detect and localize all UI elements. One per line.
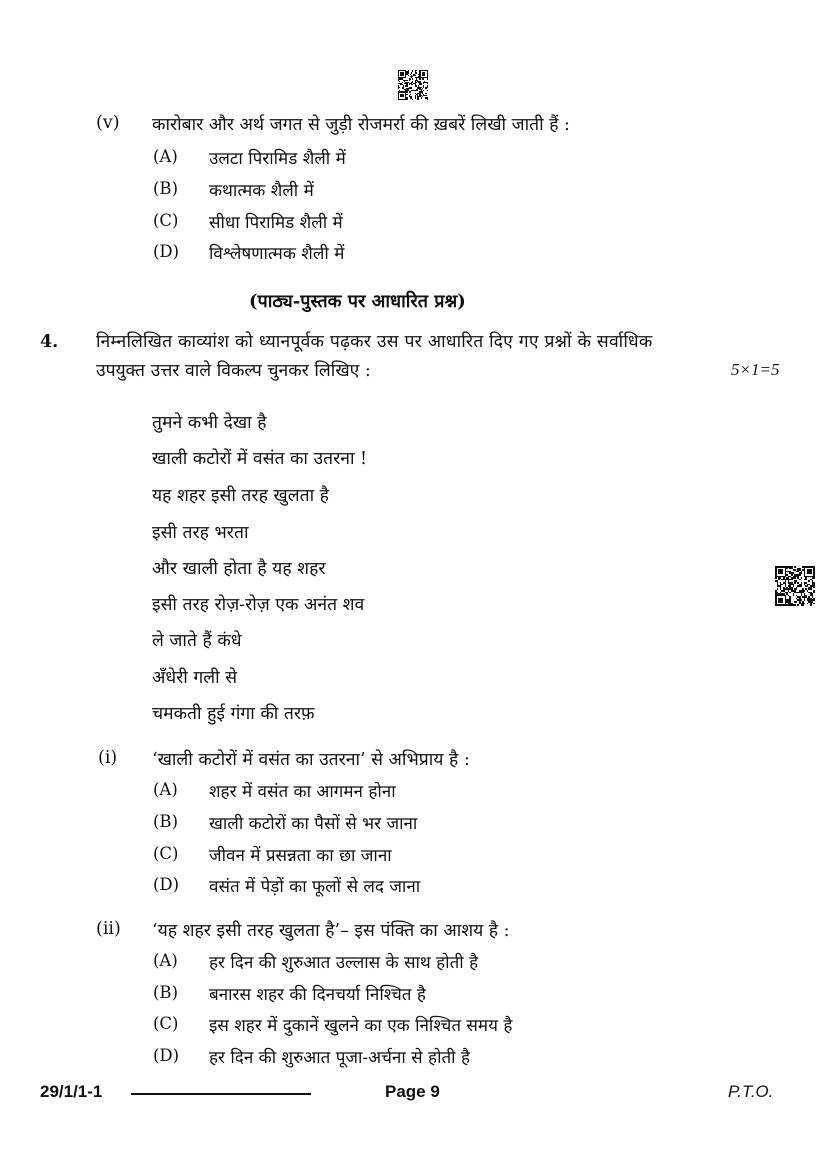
option-text: खाली कटोरों का पैसों से भर जाना bbox=[209, 814, 418, 834]
poem-line: चमकती हुई गंगा की तरफ़ bbox=[152, 704, 315, 724]
poem-line: खाली कटोरों में वसंत का उतरना ! bbox=[152, 449, 368, 469]
option-label: (D) bbox=[153, 875, 180, 894]
question-4-line-1: निम्नलिखित काव्यांश को ध्यानपूर्वक पढ़कर उस पर आधारित दिए गए प्रश्नों के सर्वाधिक bbox=[96, 332, 653, 352]
option-text: शहर में वसंत का आगमन होना bbox=[209, 782, 396, 802]
option-label: (D) bbox=[153, 1046, 180, 1065]
page-number: Page 9 bbox=[385, 1082, 440, 1101]
option-text: उलटा पिरामिड शैली में bbox=[209, 149, 346, 169]
option-label: (C) bbox=[153, 1014, 179, 1033]
option-label: (A) bbox=[153, 951, 178, 970]
question-4-number: 4. bbox=[40, 332, 59, 352]
option-label: (B) bbox=[153, 812, 178, 831]
poem-line: इसी तरह भरता bbox=[152, 523, 249, 543]
subquestion-ii-number: (ii) bbox=[96, 919, 121, 939]
option-text: इस शहर में दुकानें खुलने का एक निश्चित समय है bbox=[209, 1016, 513, 1036]
paper-code: 29/1/1-1 bbox=[40, 1082, 103, 1101]
subquestion-i-number: (i) bbox=[98, 748, 118, 768]
pto-label: P.T.O. bbox=[728, 1082, 774, 1101]
option-text: हर दिन की शुरुआत उल्लास के साथ होती है bbox=[209, 953, 479, 973]
poem-line: और खाली होता है यह शहर bbox=[152, 559, 326, 579]
qr-code-top bbox=[398, 70, 428, 100]
poem-line: ले जाते हैं कंधे bbox=[152, 631, 242, 651]
option-text: जीवन में प्रसन्नता का छा जाना bbox=[209, 846, 392, 866]
option-text: विश्लेषणात्मक शैली में bbox=[209, 244, 345, 264]
option-label: (C) bbox=[153, 211, 179, 230]
option-label: (B) bbox=[153, 983, 178, 1002]
option-text: कथात्मक शैली में bbox=[209, 181, 314, 201]
poem-line: इसी तरह रोज़-रोज़ एक अनंत शव bbox=[152, 595, 365, 615]
question-v-text: कारोबार और अर्थ जगत से जुड़ी रोजमर्रा की ख़बरें लिखी जाती हैं : bbox=[152, 115, 570, 135]
option-text: वसंत में पेड़ों का फूलों से लद जाना bbox=[209, 877, 421, 897]
subquestion-ii-text: ‘यह शहर इसी तरह खुलता है’– इस पंक्ति का आशय है : bbox=[152, 921, 510, 941]
subquestion-i-text: ‘खाली कटोरों में वसंत का उतरना’ से अभिप्राय है : bbox=[152, 750, 470, 770]
poem-line: अँधेरी गली से bbox=[152, 668, 238, 688]
option-label: (C) bbox=[153, 844, 179, 863]
option-label: (D) bbox=[153, 242, 180, 261]
question-v-number: (v) bbox=[96, 113, 120, 133]
option-label: (B) bbox=[153, 179, 178, 198]
footer-rule bbox=[131, 1093, 311, 1095]
option-text: हर दिन की शुरुआत पूजा-अर्चना से होती है bbox=[209, 1048, 471, 1068]
question-4-line-2: उपयुक्त उत्तर वाले विकल्प चुनकर लिखिए : bbox=[96, 361, 371, 381]
option-label: (A) bbox=[153, 147, 178, 166]
section-heading: (पाठ्य-पुस्तक पर आधारित प्रश्न) bbox=[249, 291, 466, 312]
qr-code-side bbox=[775, 566, 815, 606]
option-text: बनारस शहर की दिनचर्या निश्चित है bbox=[209, 985, 426, 1005]
poem-line: यह शहर इसी तरह खुलता है bbox=[152, 486, 329, 506]
option-text: सीधा पिरामिड शैली में bbox=[209, 213, 343, 233]
option-label: (A) bbox=[153, 780, 178, 799]
marks-label: 5×1=5 bbox=[731, 360, 780, 379]
poem-line: तुमने कभी देखा है bbox=[152, 413, 267, 433]
